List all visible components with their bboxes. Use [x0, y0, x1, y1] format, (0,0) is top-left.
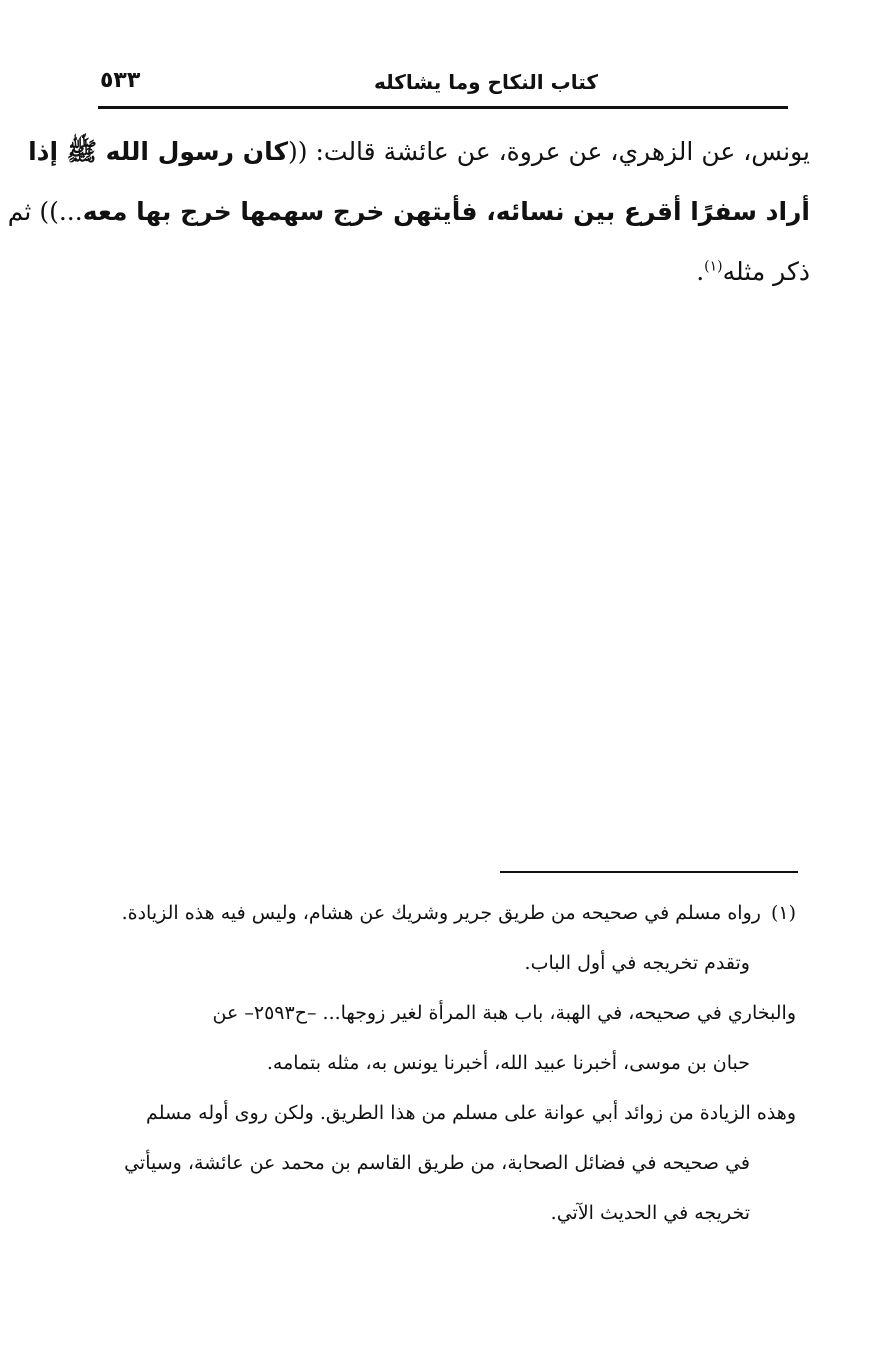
page-header [98, 68, 786, 104]
main-line-2 [7, 182, 810, 242]
footnotes [84, 888, 796, 1238]
main-line-3-plain: ذكر مثله [722, 257, 810, 286]
footnote-line-4: حبان بن موسى، أخبرنا عبيد الله، أخبرنا يونس به، مثله بتمامه. [266, 1052, 750, 1074]
footnote-text-1: رواه مسلم في صحيحه من طريق جرير وشريك عن هشام، وليس فيه هذه الزيادة. [121, 902, 761, 924]
main-line-1 [28, 122, 810, 182]
hadith-text-bold-2: أراد سفرًا أقرع بين نسائه، [477, 197, 810, 226]
main-line-3 [100, 242, 810, 302]
footnote-line-7: تخريجه في الحديث الآتي. [550, 1202, 750, 1224]
header-divider [98, 106, 788, 109]
main-line-2-plain: ...)) ثم [7, 197, 83, 226]
footnote-line-5: وهذه الزيادة من زوائد أبي عوانة على مسلم من هذا الطريق. ولكن روى أوله مسلم [146, 1102, 796, 1124]
footnote-line-3: والبخاري في صحيحه، في الهبة، باب هبة المرأة لغير زوجها... –ح٢٥٩٣– عن [212, 1002, 796, 1024]
book-title: كتاب النكاح وما يشاكله [374, 70, 598, 94]
page-number: ٥٣٣ [100, 68, 141, 93]
footnote-reference[interactable]: (١) [704, 258, 723, 275]
footnote-marker: (١) [770, 902, 796, 924]
footnote-line-6: في صحيحه في فضائل الصحابة، من طريق القاسم بن محمد عن عائشة، وسيأتي [124, 1152, 750, 1174]
main-text [7, 122, 810, 302]
footnote-line-2: وتقدم تخريجه في أول الباب. [524, 952, 750, 974]
footnote-line-1 [84, 888, 796, 938]
hadith-text-bold-3: فأيتهن خرج سهمها خرج بها معه [82, 197, 478, 226]
main-line-1-plain: يونس، عن الزهري، عن عروة، عن عائشة قالت: (( [288, 137, 810, 166]
footnote-divider [500, 871, 798, 873]
hadith-text-bold-1: كان رسول الله ﷺ إذا [28, 137, 289, 166]
main-line-3-end: . [696, 257, 705, 286]
